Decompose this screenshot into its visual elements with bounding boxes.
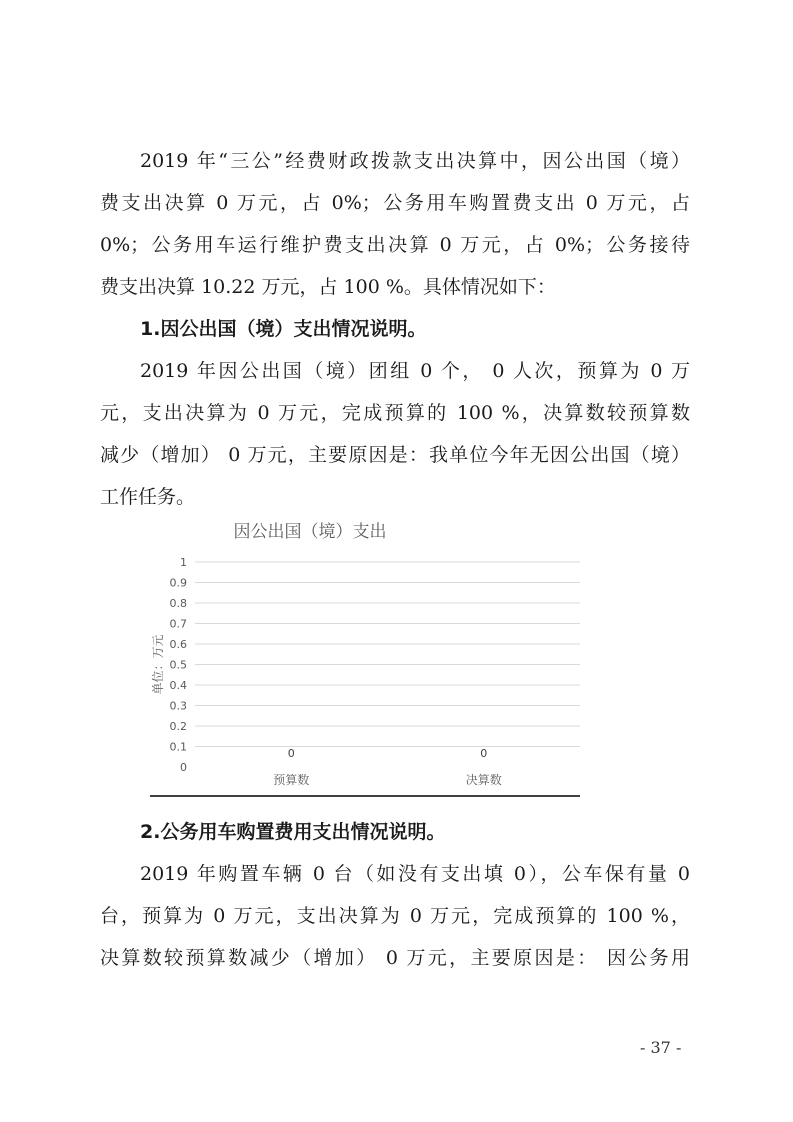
chart-canvas (150, 515, 590, 800)
data-label: 0 (480, 747, 488, 760)
paragraph-line: 2019 年“三公”经费财政拨款支出决算中，因公出国（境） (140, 150, 690, 172)
paragraph-line: 决算数较预算数减少（增加） 0 万元，主要原因是： 因公务用 (100, 947, 690, 969)
y-tick-label: 0 (180, 761, 187, 774)
data-label: 0 (287, 747, 295, 760)
x-tick-label: 决算数 (465, 773, 502, 787)
y-tick-label: 0.2 (169, 720, 187, 733)
y-tick-label: 0.8 (169, 597, 187, 610)
y-tick-label: 0.5 (169, 658, 187, 672)
paragraph-line: 台，预算为 0 万元，支出决算为 0 万元，完成预算的 100 %， (100, 905, 690, 927)
paragraph-line: 元，支出决算为 0 万元，完成预算的 100 %，决算数较预算数 (100, 402, 690, 424)
y-tick-label: 0.9 (169, 576, 187, 590)
section-heading: 2.公务用车购置费用支出情况说明。 (140, 821, 446, 843)
paragraph-line: 费支出决算 0 万元，占 0%；公务用车购置费支出 0 万元，占 (100, 192, 690, 214)
y-tick-label: 0.6 (169, 638, 187, 651)
bar-chart (150, 515, 590, 800)
x-tick-label: 预算数 (273, 773, 310, 787)
page-number: - 37 - (640, 1038, 682, 1057)
y-axis-label: 单位：万元 (151, 634, 165, 695)
chart-title: 因公出国（境）支出 (233, 522, 387, 542)
y-tick-label: 1 (180, 556, 187, 569)
paragraph-line: 工作任务。 (100, 486, 196, 508)
y-tick-label: 0.3 (169, 699, 187, 713)
y-tick-label: 0.1 (169, 740, 187, 754)
y-tick-label: 0.7 (169, 617, 187, 631)
paragraph-line: 0%；公务用车运行维护费支出决算 0 万元，占 0%；公务接待 (100, 234, 690, 256)
paragraph-line: 2019 年购置车辆 0 台（如没有支出填 0），公车保有量 0 (140, 863, 690, 885)
section-heading: 1.因公出国（境）支出情况说明。 (140, 318, 427, 340)
paragraph-line: 费支出决算 10.22 万元，占 100 %。具体情况如下： (100, 276, 556, 298)
paragraph-line: 2019 年因公出国（境）团组 0 个， 0 人次，预算为 0 万 (140, 360, 690, 382)
y-tick-label: 0.4 (169, 679, 187, 692)
paragraph-line: 减少（增加） 0 万元，主要原因是：我单位今年无因公出国（境） (100, 444, 690, 466)
